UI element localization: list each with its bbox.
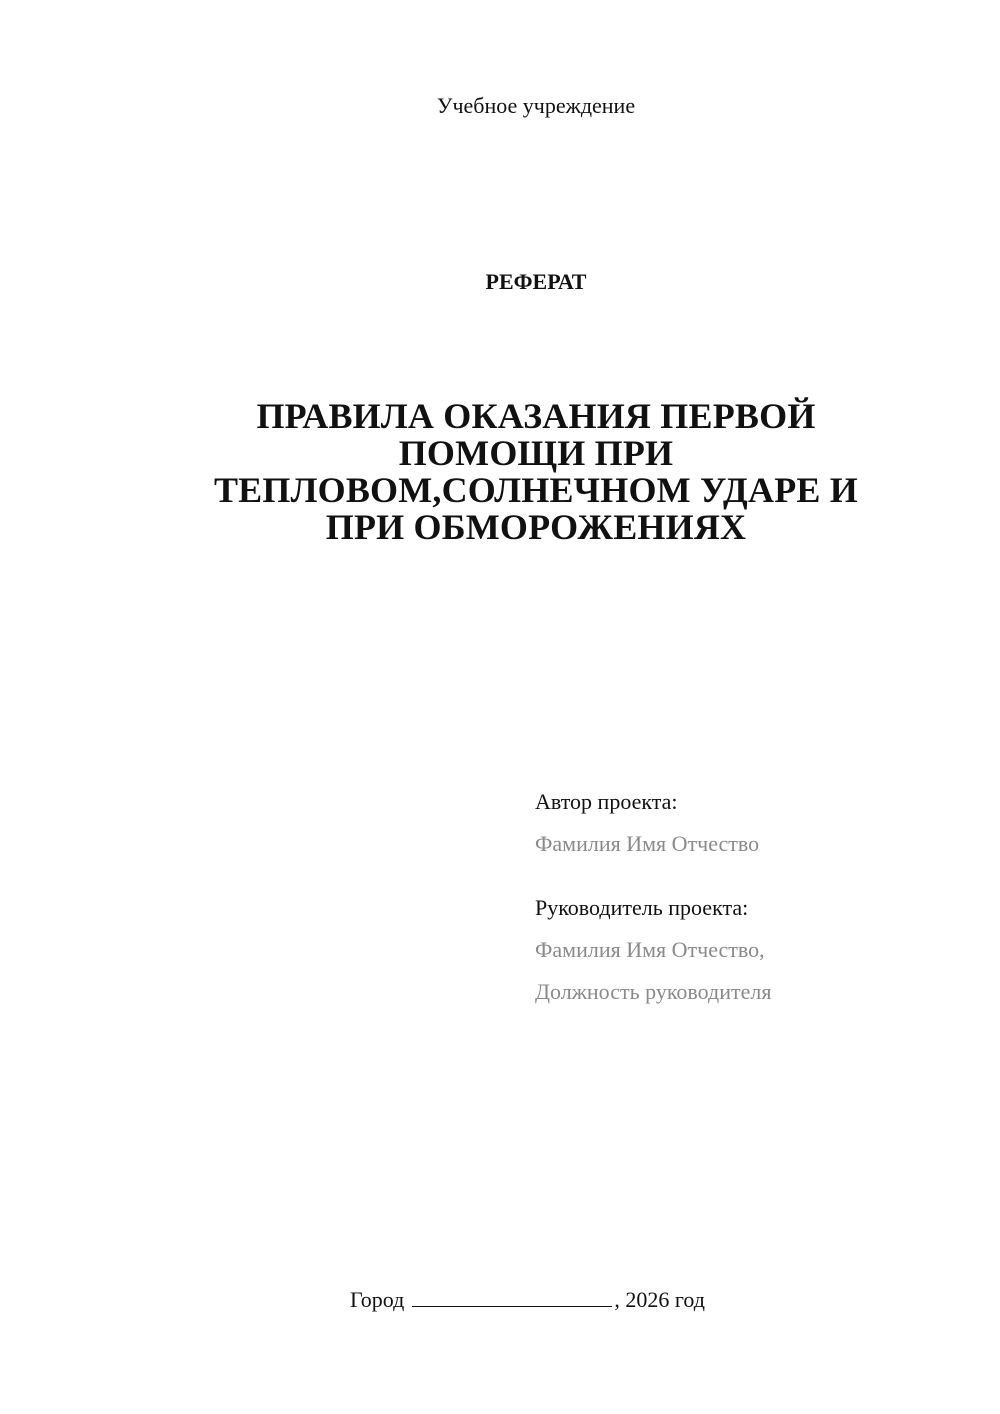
supervisor-label: Руководитель проекта: <box>535 895 749 920</box>
institution-name: Учебное учреждение <box>436 93 636 118</box>
title-line: ПОМОЩИ ПРИ <box>398 433 674 473</box>
author-block <box>535 781 759 865</box>
title-line: ПРИ ОБМОРОЖЕНИЯХ <box>325 507 747 547</box>
document-title <box>160 398 912 546</box>
supervisor-position: Должность руководителя <box>535 979 772 1004</box>
supervisor-block <box>535 887 771 1013</box>
document-type: РЕФЕРАТ <box>485 269 587 294</box>
footer-city-year <box>350 1285 705 1315</box>
author-name: Фамилия Имя Отчество <box>535 831 760 856</box>
city-label: Город <box>350 1287 405 1312</box>
year-text: , 2026 год <box>614 1287 705 1312</box>
author-label: Автор проекта: <box>535 789 678 814</box>
title-line: ТЕПЛОВОМ,СОЛНЕЧНОМ УДАРЕ И <box>213 470 859 510</box>
title-line: ПРАВИЛА ОКАЗАНИЯ ПЕРВОЙ <box>256 396 816 436</box>
city-blank-line <box>412 1286 612 1307</box>
supervisor-name: Фамилия Имя Отчество, <box>535 937 765 962</box>
